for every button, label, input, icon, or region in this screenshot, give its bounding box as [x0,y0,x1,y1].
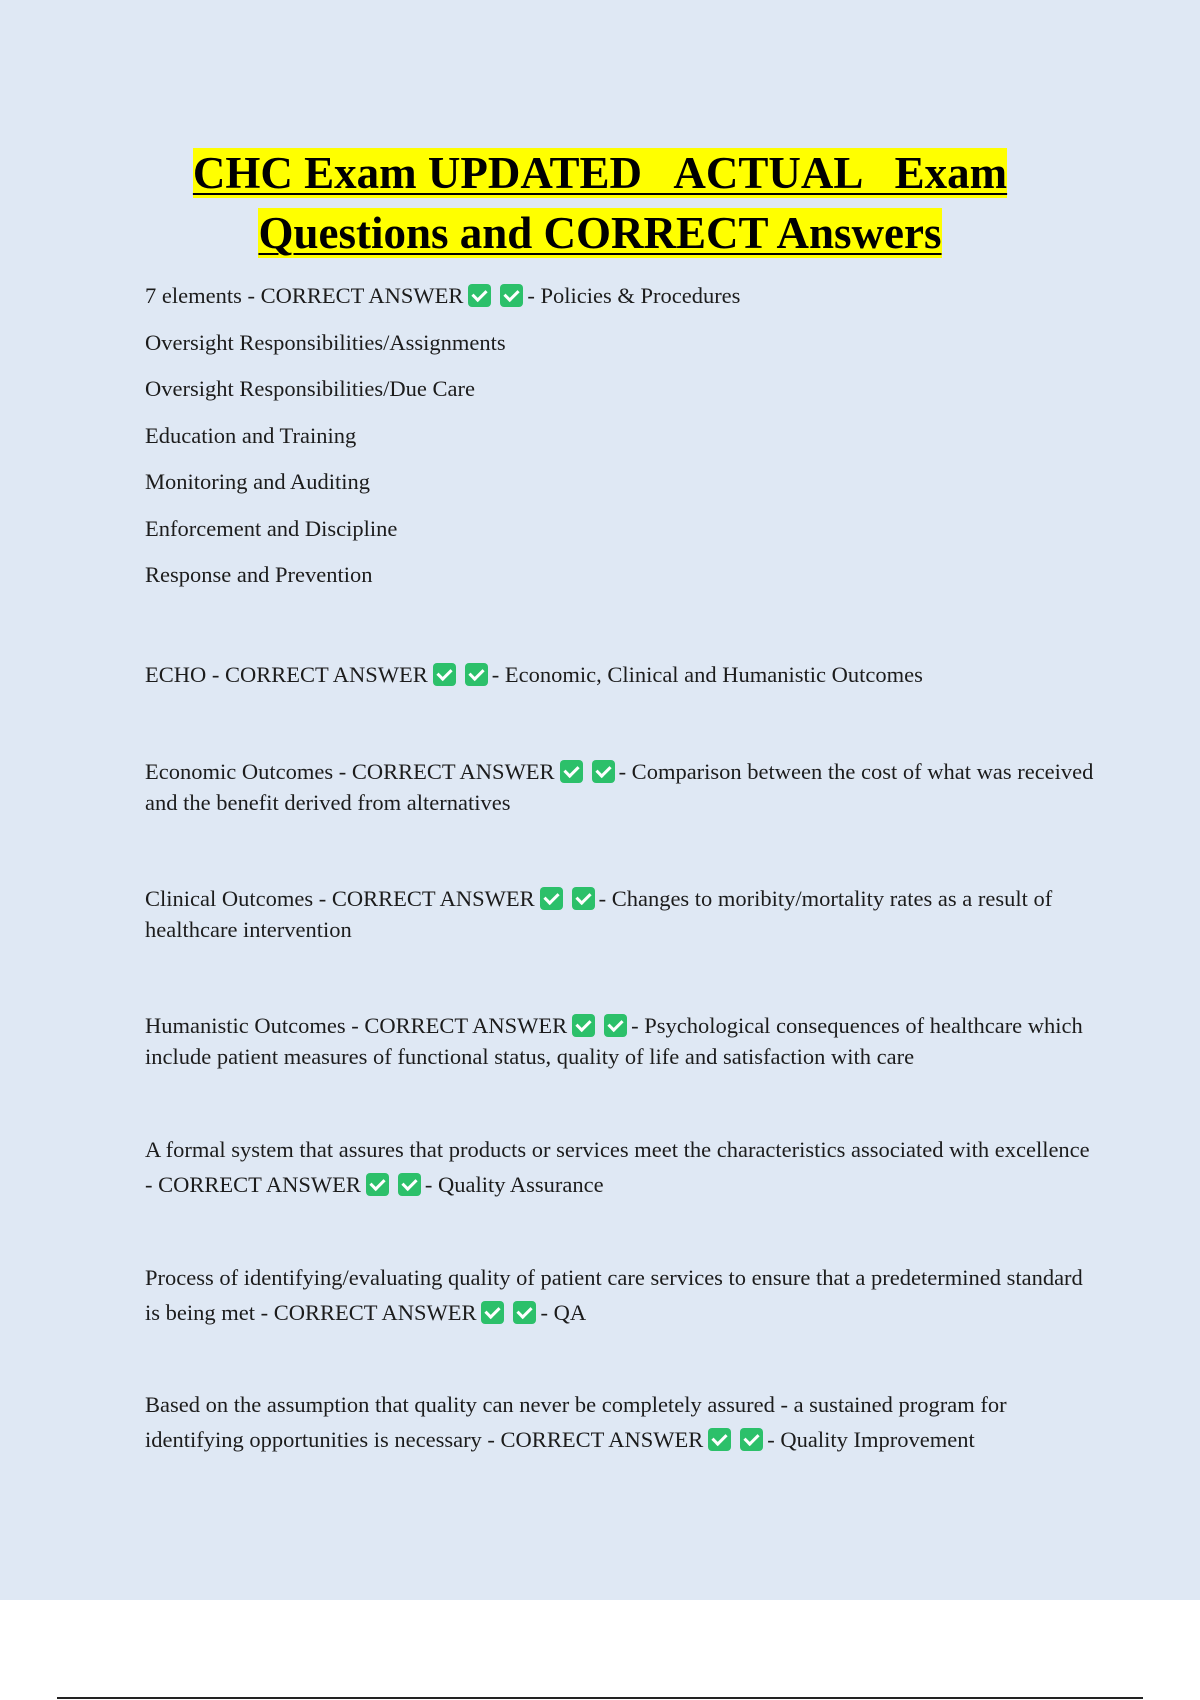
check-mark-button-icon [513,1301,536,1324]
qa-entry-7-elements [145,283,740,309]
document-title [0,143,1200,263]
qa-term: ECHO - CORRECT ANSWER [145,662,428,687]
qa-entry [145,1260,1095,1330]
check-mark-button-icon [398,1173,421,1196]
qa-term: 7 elements - CORRECT ANSWER [145,283,464,308]
qa-term: Humanistic Outcomes - CORRECT ANSWER [145,1013,568,1038]
list-item: Education and Training [145,423,357,448]
qa-entry [145,883,1095,945]
footer-divider [57,1697,1143,1699]
qa-answer: - Changes to moribity/mortality rates as a result of healthcare intervention [145,886,1053,942]
qa-answer: - Psychological consequences of healthcare which include patient measures of functional status, quality of life and satisfaction with care [145,1013,1083,1069]
check-mark-button-icon [366,1173,389,1196]
qa-term: A formal system that assures that products or services meet the characteristics associated with excellence - CORRECT ANSWER [145,1137,1090,1197]
check-mark-button-icon [708,1428,731,1451]
check-mark-button-icon [500,284,523,307]
list-item: Monitoring and Auditing [145,469,370,494]
qa-term: Process of identifying/evaluating quality of patient care services to ensure that a predetermined standard is being met - CORRECT ANSWER [145,1265,1083,1325]
list-item: Enforcement and Discipline [145,516,398,541]
check-mark-button-icon [481,1301,504,1324]
check-mark-button-icon [604,1014,627,1037]
check-mark-button-icon [540,887,563,910]
qa-term: Clinical Outcomes - CORRECT ANSWER [145,886,535,911]
check-mark-button-icon [572,887,595,910]
qa-entry [145,1387,1095,1457]
check-mark-button-icon [465,663,488,686]
qa-entry [145,1132,1095,1202]
list-item: Oversight Responsibilities/Due Care [145,376,475,401]
check-mark-button-icon [468,284,491,307]
qa-answer: - Quality Improvement [767,1427,975,1452]
check-mark-button-icon [433,663,456,686]
qa-answer: - QA [540,1300,587,1325]
qa-entry [145,1010,1095,1072]
qa-term: Economic Outcomes - CORRECT ANSWER [145,759,555,784]
qa-answer: - Quality Assurance [424,1172,604,1197]
qa-entry [145,756,1095,818]
check-mark-button-icon [572,1014,595,1037]
title-line-1: CHC Exam UPDATED ACTUAL Exam [192,148,1008,198]
list-item: Response and Prevention [145,562,373,587]
qa-entry [145,659,1095,690]
check-mark-button-icon [560,760,583,783]
qa-answer: - Policies & Procedures [527,283,741,308]
title-line-2: Questions and CORRECT Answers [258,208,942,258]
qa-term: Based on the assumption that quality can never be completely assured - a sustained program for identifying opportunities is necessary - CORRECT ANSWER [145,1392,1007,1452]
list-item: Oversight Responsibilities/Assignments [145,330,506,355]
check-mark-button-icon [592,760,615,783]
check-mark-button-icon [740,1428,763,1451]
qa-answer: - Economic, Clinical and Humanistic Outcomes [491,662,923,687]
qa-answer: - Comparison between the cost of what was received and the benefit derived from alternatives [145,759,1094,815]
